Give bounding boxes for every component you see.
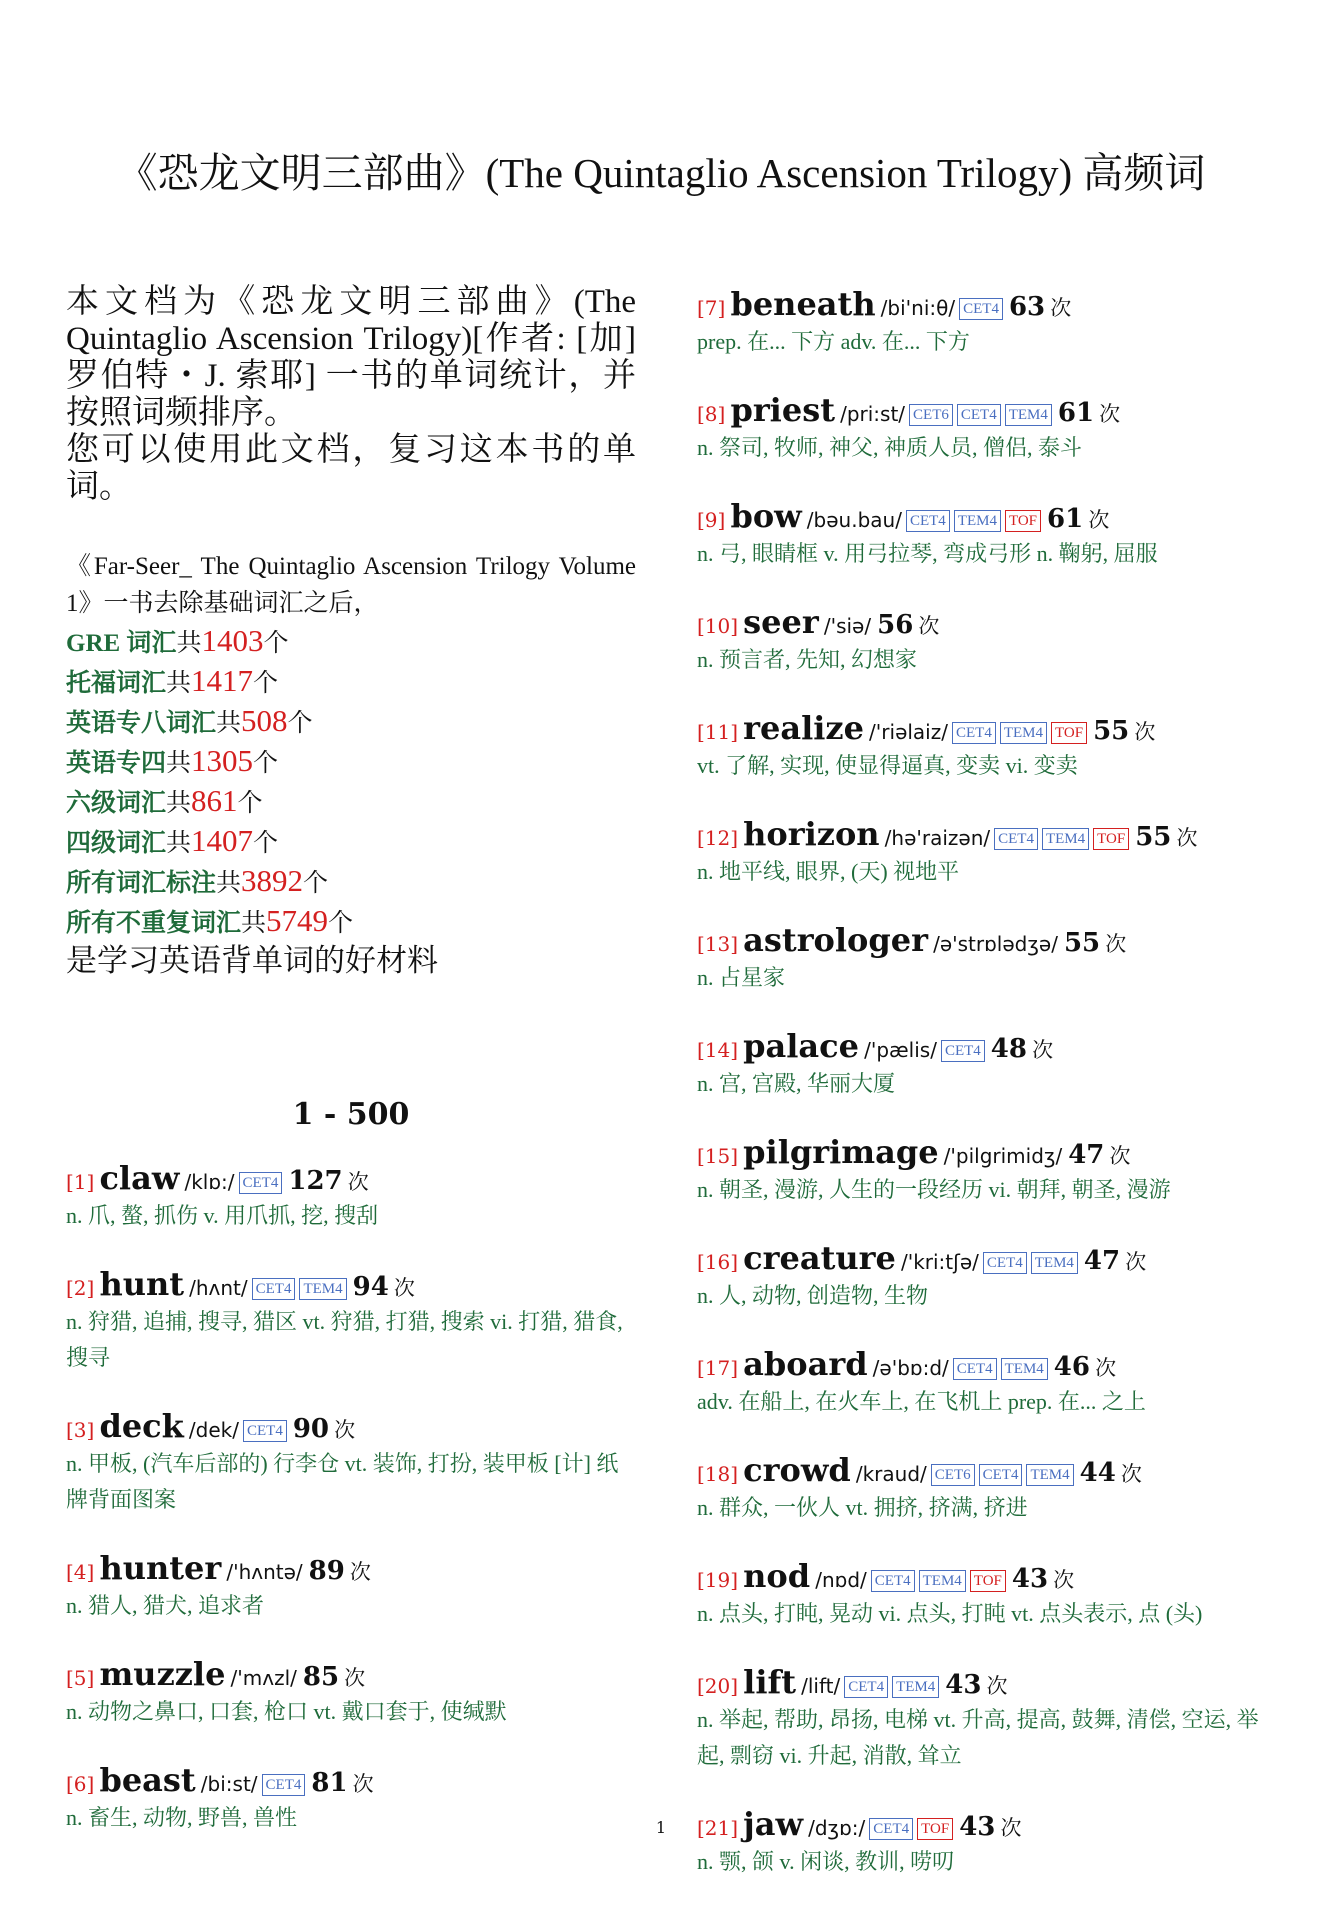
frequency-count: 55 <box>1093 716 1130 746</box>
entry-index: [16] <box>697 1250 739 1274</box>
exam-tag: CET4 <box>994 828 1038 850</box>
phonetic: /pri:st/ <box>840 402 906 426</box>
headword: palace <box>743 1027 859 1065</box>
times-label: 次 <box>1095 1356 1117 1380</box>
definition: n. 点头, 打盹, 晃动 vi. 点头, 打盹 vt. 点头表示, 点 (头) <box>697 1601 1203 1626</box>
entry-header <box>697 1344 1277 1384</box>
exam-tag: CET4 <box>953 1358 997 1380</box>
frequency-count: 127 <box>288 1166 343 1196</box>
headword: horizon <box>743 815 880 853</box>
entry-index: [13] <box>697 932 739 956</box>
stat-count: 508 <box>241 703 288 738</box>
stat-label: GRE 词汇 <box>66 630 177 657</box>
times-label: 次 <box>1032 1038 1054 1062</box>
times-label: 次 <box>352 1772 374 1796</box>
definition: n. 动物之鼻口, 口套, 枪口 vt. 戴口套于, 使缄默 <box>66 1699 507 1724</box>
entry-index: [20] <box>697 1674 739 1698</box>
entry-header <box>697 1026 1277 1066</box>
word-entry <box>66 1264 636 1376</box>
word-entry <box>697 602 1277 678</box>
entry-index: [7] <box>697 296 726 320</box>
entry-header <box>697 1132 1277 1172</box>
stat-label: 六级词汇 <box>66 790 167 817</box>
frequency-count: 63 <box>1008 292 1046 322</box>
frequency-count: 90 <box>292 1414 330 1444</box>
stat-connector: 共 <box>166 750 192 777</box>
phonetic: /kraud/ <box>855 1462 927 1486</box>
exam-tag: TEM4 <box>1042 828 1089 850</box>
times-label: 次 <box>1053 1568 1075 1592</box>
times-label: 次 <box>1000 1816 1022 1840</box>
stats-list <box>66 622 636 942</box>
headword: pilgrimage <box>743 1133 939 1171</box>
definition: n. 举起, 帮助, 昂扬, 电梯 vt. 升高, 提高, 鼓舞, 清偿, 空运, 举起, 剽窃 vi. 升起, 消散, 耸立 <box>697 1707 1259 1768</box>
times-label: 次 <box>349 1560 371 1584</box>
word-entry <box>66 1654 636 1730</box>
stat-count: 1417 <box>191 663 254 698</box>
stat-count: 1407 <box>191 823 254 858</box>
stat-line <box>66 742 636 782</box>
entry-header <box>697 602 1277 642</box>
definition: n. 狩猎, 追捕, 搜寻, 猎区 vt. 狩猎, 打猎, 搜索 vi. 打猎, 猎食, 搜寻 <box>66 1309 623 1370</box>
exam-tag: TEM4 <box>1000 722 1047 744</box>
phonetic: /bi:st/ <box>200 1772 258 1796</box>
stats-closing: 是学习英语背单词的好材料 <box>66 943 438 978</box>
times-label: 次 <box>347 1170 369 1194</box>
headword: seer <box>743 603 819 641</box>
times-label: 次 <box>344 1666 366 1690</box>
word-entry <box>697 1238 1277 1314</box>
intro-text <box>66 284 636 506</box>
stat-label: 所有词汇标注 <box>66 870 217 897</box>
entry-header <box>697 1662 1277 1702</box>
stat-count: 5749 <box>266 903 329 938</box>
exam-tag: CET4 <box>252 1278 296 1300</box>
headword: astrologer <box>743 921 928 959</box>
definition: n. 群众, 一伙人 vt. 拥挤, 挤满, 挤进 <box>697 1495 1028 1520</box>
vocab-stats <box>66 548 636 979</box>
exam-tag: CET4 <box>869 1818 913 1840</box>
word-entry <box>697 1450 1277 1526</box>
word-entry <box>697 920 1277 996</box>
word-entry <box>66 1548 636 1624</box>
stat-connector: 共 <box>166 830 192 857</box>
phonetic: /ə'strɒlədʒə/ <box>933 932 1058 956</box>
headword: muzzle <box>99 1655 226 1693</box>
entry-index: [6] <box>66 1772 95 1796</box>
word-entry <box>697 1344 1277 1420</box>
exam-tag: TOF <box>1051 722 1087 744</box>
times-label: 次 <box>1099 402 1121 426</box>
word-entry <box>697 390 1277 466</box>
stat-line <box>66 662 636 702</box>
phonetic: /hə'raizən/ <box>884 826 991 850</box>
exam-tag: CET4 <box>262 1774 306 1796</box>
entry-index: [11] <box>697 720 739 744</box>
stat-line <box>66 622 636 662</box>
exam-tag: CET4 <box>952 722 996 744</box>
exam-tag: CET4 <box>871 1570 915 1592</box>
headword: jaw <box>743 1805 804 1843</box>
stat-label: 英语专八词汇 <box>66 710 217 737</box>
entry-index: [10] <box>697 614 739 638</box>
frequency-count: 81 <box>311 1768 348 1798</box>
word-list-right <box>697 284 1277 1880</box>
definition: n. 预言者, 先知, 幻想家 <box>697 647 918 672</box>
exam-tag: TEM4 <box>954 510 1001 532</box>
exam-tag: CET4 <box>243 1420 287 1442</box>
entry-header <box>697 284 1277 324</box>
word-entry <box>697 814 1277 890</box>
entry-index: [15] <box>697 1144 739 1168</box>
stat-count: 3892 <box>241 863 304 898</box>
definition: n. 地平线, 眼界, (天) 视地平 <box>697 859 960 884</box>
word-list-left <box>66 1158 636 1836</box>
entry-header <box>66 1654 636 1694</box>
entry-index: [3] <box>66 1418 95 1442</box>
entry-index: [21] <box>697 1816 739 1840</box>
stat-connector: 共 <box>216 710 242 737</box>
headword: crowd <box>743 1451 851 1489</box>
stat-connector: 共 <box>216 870 242 897</box>
right-column <box>697 284 1277 1910</box>
exam-tag: CET4 <box>959 298 1003 320</box>
stat-connector: 共 <box>241 910 267 937</box>
word-entry <box>697 1804 1277 1880</box>
headword: beneath <box>730 285 876 323</box>
entry-index: [1] <box>66 1170 95 1194</box>
range-heading: 1 - 500 <box>292 1097 410 1132</box>
stat-label: 四级词汇 <box>66 830 167 857</box>
entry-header <box>697 496 1277 536</box>
intro-paragraph: 您可以使用此文档，复习这本书的单词。 <box>66 432 636 505</box>
entry-index: [18] <box>697 1462 739 1486</box>
word-entry <box>697 1026 1277 1102</box>
stat-connector: 共 <box>166 790 192 817</box>
times-label: 次 <box>334 1418 356 1442</box>
entry-index: [17] <box>697 1356 739 1380</box>
entry-header <box>66 1158 636 1198</box>
phonetic: /nɒd/ <box>815 1568 867 1592</box>
times-label: 次 <box>1109 1144 1131 1168</box>
exam-tag: CET4 <box>844 1676 888 1698</box>
page-title: 《恐龙文明三部曲》(The Quintaglio Ascension Trilogy) 高频词 <box>116 150 1206 196</box>
entry-header <box>697 1556 1277 1596</box>
headword: bow <box>730 497 802 535</box>
times-label: 次 <box>1120 1462 1142 1486</box>
times-label: 次 <box>1050 296 1072 320</box>
phonetic: /klɒ:/ <box>184 1170 235 1194</box>
times-label: 次 <box>1088 508 1110 532</box>
stat-line <box>66 902 636 942</box>
word-entry <box>697 708 1277 784</box>
times-label: 次 <box>1176 826 1198 850</box>
phonetic: /bəu.bau/ <box>806 508 902 532</box>
definition: n. 祭司, 牧师, 神父, 神质人员, 僧侣, 泰斗 <box>697 435 1083 460</box>
headword: hunt <box>99 1265 185 1303</box>
exam-tag: CET4 <box>957 404 1001 426</box>
entry-header <box>697 920 1277 960</box>
frequency-count: 47 <box>1068 1140 1105 1170</box>
frequency-count: 55 <box>1135 822 1172 852</box>
phonetic: /'hʌntə/ <box>226 1560 303 1584</box>
frequency-count: 94 <box>352 1272 389 1302</box>
definition: n. 人, 动物, 创造物, 生物 <box>697 1283 929 1308</box>
stat-unit: 个 <box>303 870 329 897</box>
phonetic: /bi'ni:θ/ <box>880 296 956 320</box>
word-entry <box>697 1556 1277 1632</box>
definition: n. 爪, 螯, 抓伤 v. 用爪抓, 挖, 搜刮 <box>66 1203 379 1228</box>
exam-tag: CET4 <box>979 1464 1023 1486</box>
stat-unit: 个 <box>253 830 279 857</box>
stat-line <box>66 862 636 902</box>
headword: claw <box>99 1159 180 1197</box>
stat-label: 托福词汇 <box>66 670 167 697</box>
stat-count: 861 <box>191 783 238 818</box>
exam-tag: CET4 <box>983 1252 1027 1274</box>
entry-index: [9] <box>697 508 726 532</box>
times-label: 次 <box>1134 720 1156 744</box>
entry-header <box>697 390 1277 430</box>
stat-line <box>66 702 636 742</box>
page-number: 1 <box>655 1818 667 1837</box>
phonetic: /dek/ <box>188 1418 239 1442</box>
times-label: 次 <box>393 1276 415 1300</box>
headword: realize <box>743 709 864 747</box>
entry-header <box>697 1238 1277 1278</box>
stat-connector: 共 <box>166 670 192 697</box>
word-entry <box>66 1406 636 1518</box>
phonetic: /'kri:tʃə/ <box>900 1250 979 1274</box>
stats-source: 《Far-Seer_ The Quintaglio Ascension Trilogy Volume 1》一书去除基础词汇之后， <box>66 553 636 617</box>
stat-count: 1305 <box>191 743 254 778</box>
entry-index: [12] <box>697 826 739 850</box>
times-label: 次 <box>986 1674 1008 1698</box>
exam-tag: CET4 <box>239 1172 283 1194</box>
phonetic: /'siə/ <box>823 614 872 638</box>
word-entry <box>697 1132 1277 1208</box>
exam-tag: TEM4 <box>299 1278 346 1300</box>
definition: n. 甲板, (汽车后部的) 行李仓 vt. 装饰, 打扮, 装甲板 [计] 纸牌背面图案 <box>66 1451 619 1512</box>
phonetic: /'riəlaiz/ <box>869 720 948 744</box>
phonetic: /'mʌzl/ <box>230 1666 297 1690</box>
exam-tag: TOF <box>970 1570 1006 1592</box>
frequency-count: 85 <box>302 1662 340 1692</box>
exam-tag: CET6 <box>909 404 953 426</box>
frequency-count: 43 <box>1011 1564 1049 1594</box>
definition: n. 颚, 颌 v. 闲谈, 教训, 唠叨 <box>697 1849 955 1874</box>
exam-tag: TOF <box>1005 510 1041 532</box>
exam-tag: TEM4 <box>1031 1252 1078 1274</box>
intro-paragraph: 本文档为《恐龙文明三部曲》(The Quintaglio Ascension Trilogy)[作者: [加] 罗伯特・J. 索耶] 一书的单词统计，并按照词频排序。 <box>66 284 636 431</box>
frequency-count: 43 <box>959 1812 996 1842</box>
phonetic: /lift/ <box>801 1674 841 1698</box>
stat-unit: 个 <box>263 630 289 657</box>
frequency-count: 61 <box>1057 398 1095 428</box>
exam-tag: TEM4 <box>892 1676 939 1698</box>
entry-header <box>66 1548 636 1588</box>
definition: vt. 了解, 实现, 使显得逼真, 变卖 vi. 变卖 <box>697 753 1078 778</box>
definition: n. 朝圣, 漫游, 人生的一段经历 vi. 朝拜, 朝圣, 漫游 <box>697 1177 1171 1202</box>
left-column <box>66 284 636 1866</box>
entry-header <box>66 1264 636 1304</box>
word-entry <box>697 284 1277 360</box>
frequency-count: 55 <box>1063 928 1101 958</box>
definition: adv. 在船上, 在火车上, 在飞机上 prep. 在... 之上 <box>697 1389 1146 1414</box>
stat-unit: 个 <box>253 670 279 697</box>
headword: lift <box>743 1663 797 1701</box>
frequency-count: 43 <box>945 1670 982 1700</box>
frequency-count: 44 <box>1079 1458 1116 1488</box>
word-entry <box>66 1158 636 1234</box>
exam-tag: TEM4 <box>1001 1358 1048 1380</box>
definition: n. 占星家 <box>697 965 786 990</box>
exam-tag: CET4 <box>941 1040 985 1062</box>
exam-tag: TEM4 <box>919 1570 966 1592</box>
entry-header <box>66 1760 636 1800</box>
stat-line <box>66 782 636 822</box>
entry-index: [2] <box>66 1276 95 1300</box>
word-entry <box>697 496 1277 572</box>
frequency-count: 46 <box>1053 1352 1090 1382</box>
stat-connector: 共 <box>176 630 202 657</box>
exam-tag: TOF <box>917 1818 953 1840</box>
phonetic: /'pælis/ <box>864 1038 937 1062</box>
phonetic: /ə'bɒ:d/ <box>872 1356 949 1380</box>
stat-label: 英语专四 <box>66 750 167 777</box>
frequency-count: 89 <box>308 1556 345 1586</box>
phonetic: /'pilgrimidʒ/ <box>943 1144 1063 1168</box>
entry-header <box>66 1406 636 1446</box>
entry-header <box>697 814 1277 854</box>
headword: deck <box>99 1407 184 1445</box>
entry-index: [4] <box>66 1560 95 1584</box>
headword: aboard <box>743 1345 868 1383</box>
headword: hunter <box>99 1549 222 1587</box>
headword: priest <box>730 391 835 429</box>
times-label: 次 <box>1125 1250 1147 1274</box>
phonetic: /hʌnt/ <box>189 1276 248 1300</box>
stat-unit: 个 <box>287 710 313 737</box>
exam-tag: TEM4 <box>1026 1464 1073 1486</box>
headword: beast <box>99 1761 196 1799</box>
stat-unit: 个 <box>253 750 279 777</box>
exam-tag: TOF <box>1093 828 1129 850</box>
frequency-count: 56 <box>877 610 914 640</box>
word-entry <box>697 1662 1277 1774</box>
definition: n. 畜生, 动物, 野兽, 兽性 <box>66 1805 298 1830</box>
entry-header <box>697 1450 1277 1490</box>
phonetic: /dʒɒ:/ <box>808 1816 866 1840</box>
entry-index: [19] <box>697 1568 739 1592</box>
definition: n. 弓, 眼睛框 v. 用弓拉琴, 弯成弓形 n. 鞠躬, 屈服 <box>697 541 1158 566</box>
times-label: 次 <box>918 614 940 638</box>
frequency-count: 47 <box>1083 1246 1121 1276</box>
stat-unit: 个 <box>328 910 354 937</box>
exam-tag: CET6 <box>931 1464 975 1486</box>
stat-count: 1403 <box>201 623 264 658</box>
exam-tag: CET4 <box>906 510 950 532</box>
stat-unit: 个 <box>237 790 263 817</box>
definition: n. 宫, 宫殿, 华丽大厦 <box>697 1071 896 1096</box>
entry-index: [14] <box>697 1038 739 1062</box>
entry-index: [5] <box>66 1666 95 1690</box>
stat-label: 所有不重复词汇 <box>66 910 242 937</box>
frequency-count: 48 <box>990 1034 1027 1064</box>
entry-header <box>697 708 1277 748</box>
definition: prep. 在... 下方 adv. 在... 下方 <box>697 329 970 354</box>
entry-index: [8] <box>697 402 726 426</box>
headword: creature <box>743 1239 896 1277</box>
exam-tag: TEM4 <box>1005 404 1052 426</box>
headword: nod <box>743 1557 811 1595</box>
times-label: 次 <box>1105 932 1127 956</box>
stat-line <box>66 822 636 862</box>
definition: n. 猎人, 猎犬, 追求者 <box>66 1593 265 1618</box>
frequency-count: 61 <box>1047 504 1084 534</box>
